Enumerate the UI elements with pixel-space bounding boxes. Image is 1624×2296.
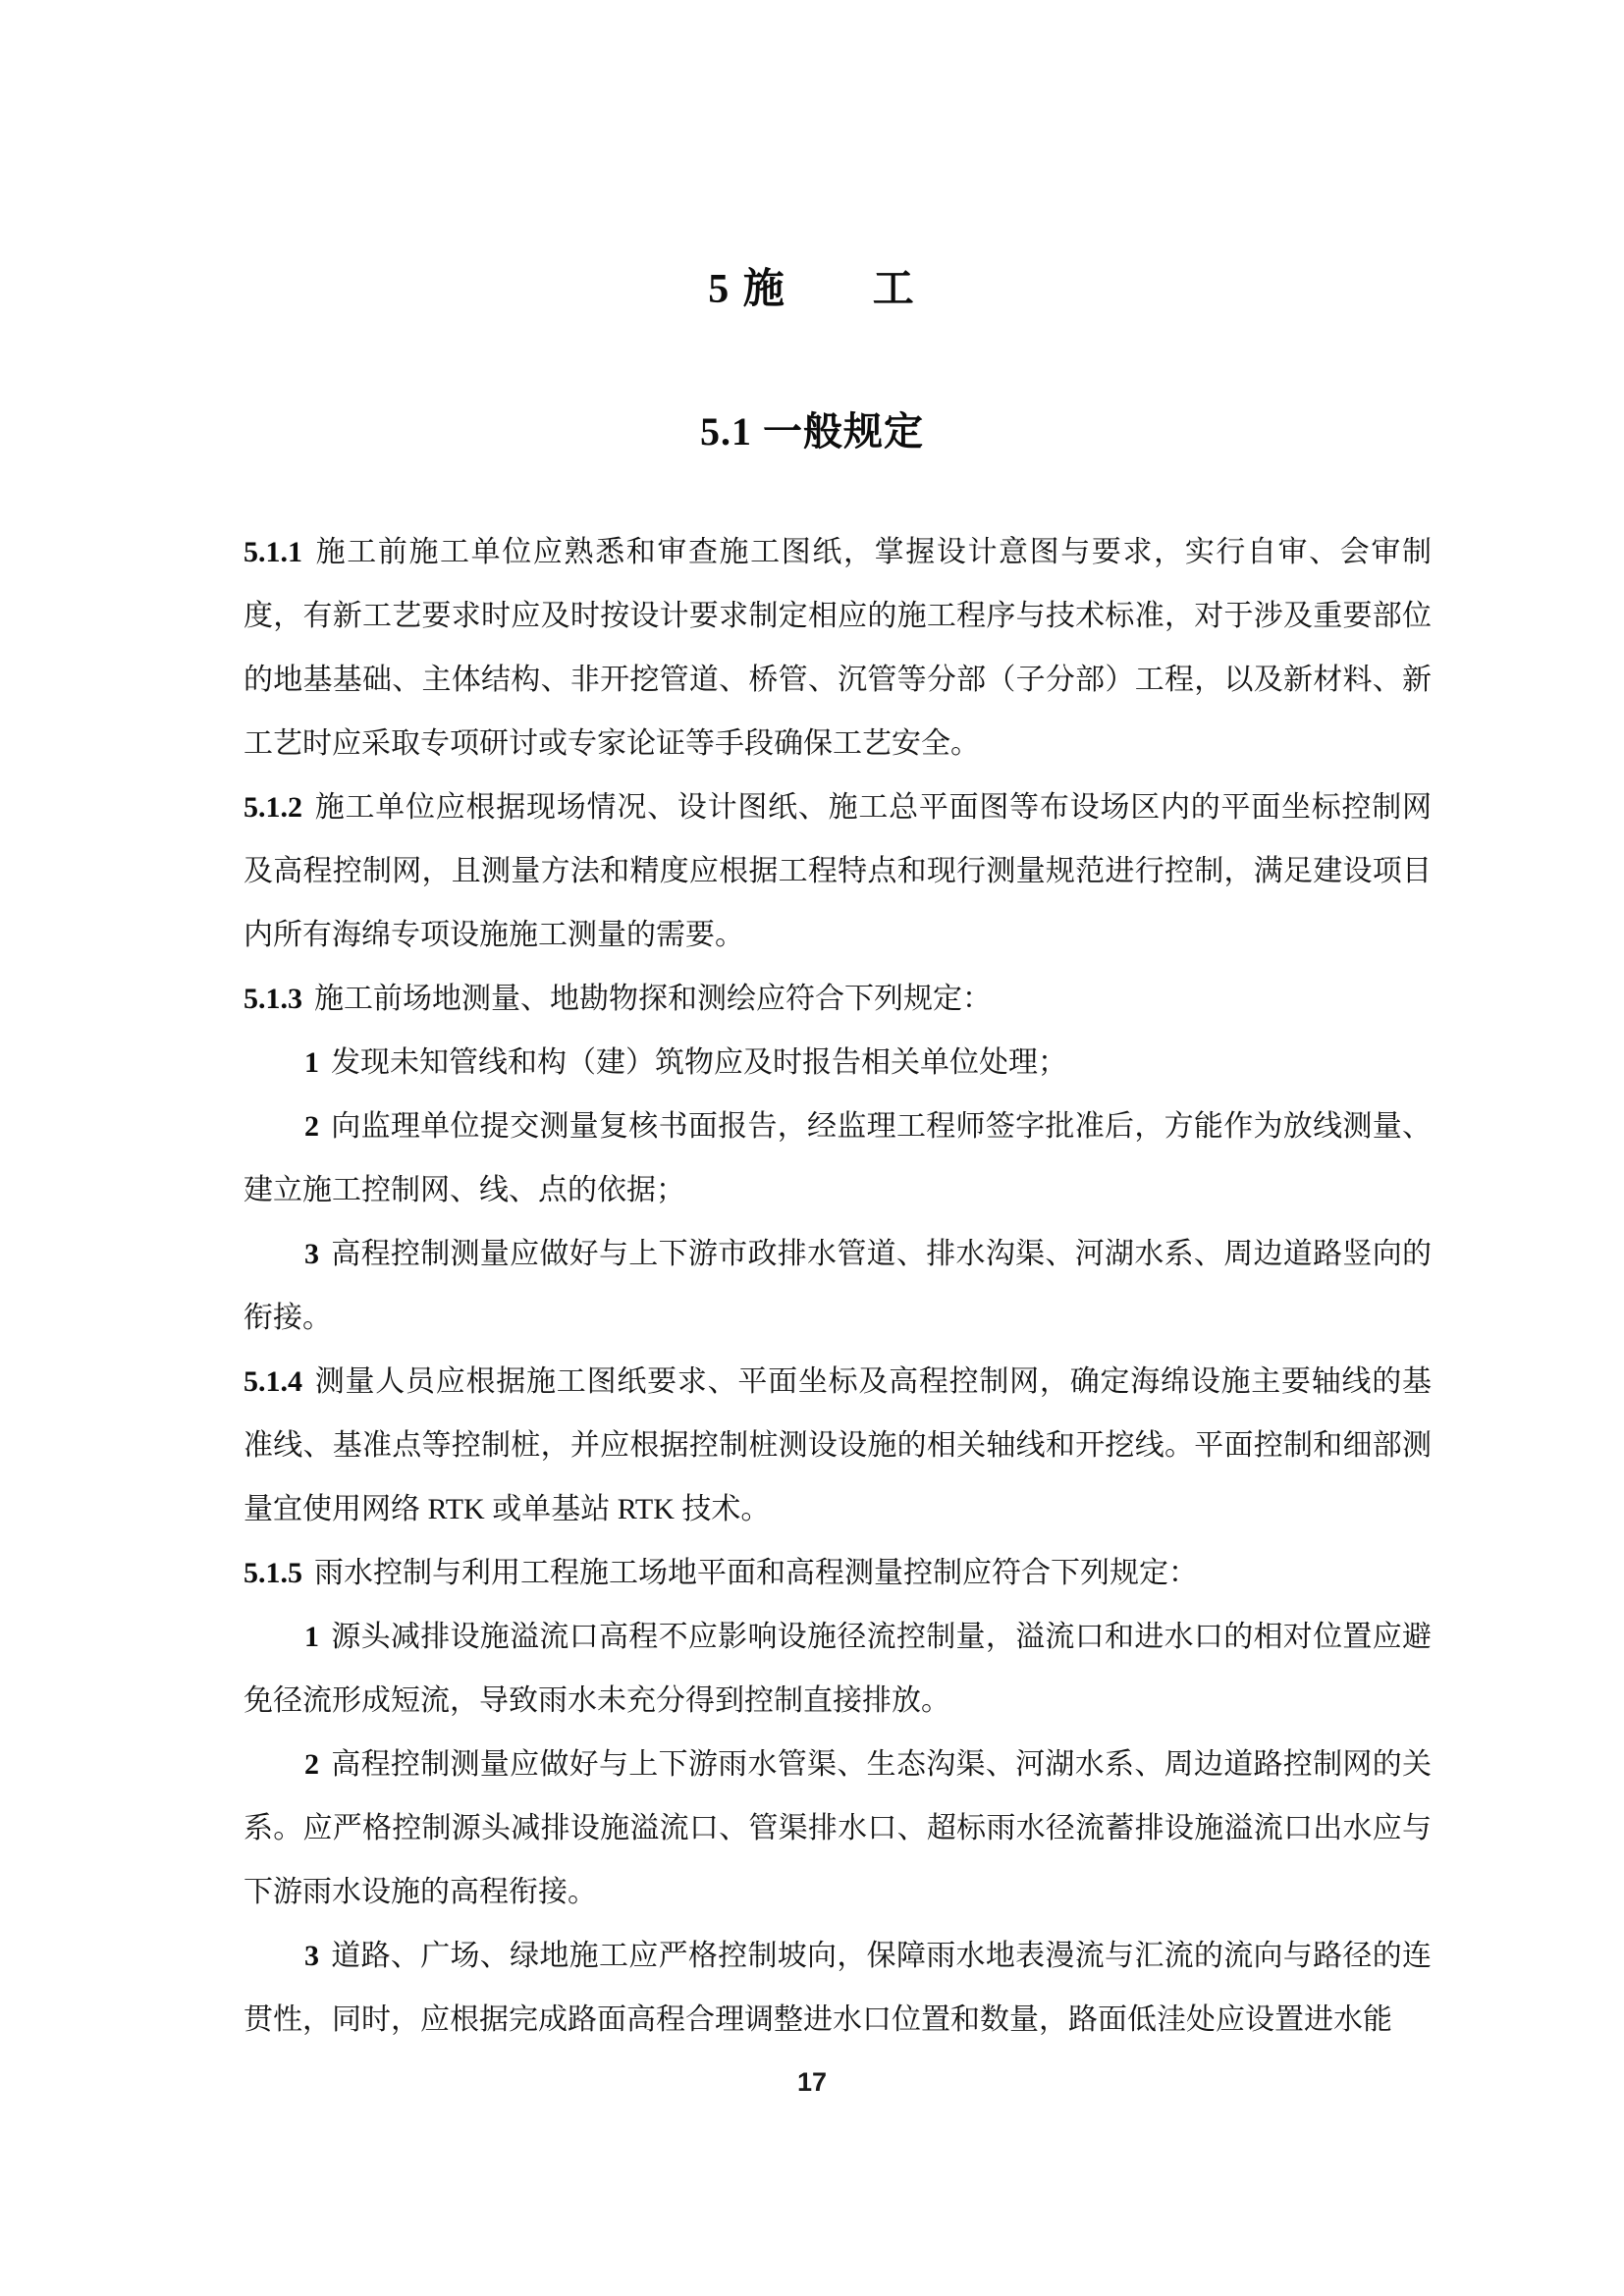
sub-item-paragraph <box>244 1605 1432 1733</box>
clause-paragraph <box>244 520 1432 775</box>
sub-item-paragraph <box>244 1924 1432 2052</box>
item-number: 2 <box>304 1110 319 1143</box>
clause-number: 5.1.2 <box>244 791 302 824</box>
paragraph-text: 施工单位应根据现场情况、设计图纸、施工总平面图等布设场区内的平面坐标控制网及高程控制网，且测量方法和精度应根据工程特点和现行测量规范进行控制，满足建设项目内所有海绵专项设施施工测量的需要。 <box>244 791 1432 951</box>
clause-number: 5.1.5 <box>244 1557 302 1589</box>
paragraph-text: 向监理单位提交测量复核书面报告，经监理工程师签字批准后，方能作为放线测量、建立施工控制网、线、点的依据； <box>244 1110 1432 1206</box>
sub-item-paragraph <box>244 1095 1432 1222</box>
item-number: 1 <box>304 1046 319 1079</box>
item-number: 2 <box>304 1748 319 1781</box>
body-text <box>244 520 1432 2052</box>
clause-paragraph <box>244 1350 1432 1541</box>
item-number: 1 <box>304 1621 319 1653</box>
clause-number: 5.1.3 <box>244 983 302 1015</box>
paragraph-text: 高程控制测量应做好与上下游市政排水管道、排水沟渠、河湖水系、周边道路竖向的衔接。 <box>244 1238 1432 1334</box>
page-number: 17 <box>796 2067 828 2097</box>
item-number: 3 <box>304 1238 319 1270</box>
sub-item-paragraph <box>244 1733 1432 1924</box>
paragraph-text: 源头减排设施溢流口高程不应影响设施径流控制量，溢流口和进水口的相对位置应避免径流形成短流，导致雨水未充分得到控制直接排放。 <box>244 1621 1432 1717</box>
paragraph-text: 道路、广场、绿地施工应严格控制坡向，保障雨水地表漫流与汇流的流向与路径的连贯性，同时，应根据完成路面高程合理调整进水口位置和数量，路面低洼处应设置进水能 <box>244 1940 1432 2036</box>
paragraph-text: 雨水控制与利用工程施工场地平面和高程测量控制应符合下列规定： <box>314 1557 1198 1589</box>
clause-number: 5.1.1 <box>244 536 302 568</box>
item-number: 3 <box>304 1940 319 1972</box>
paragraph-text: 施工前场地测量、地勘物探和测绘应符合下列规定： <box>314 983 992 1015</box>
paragraph-text: 施工前施工单位应熟悉和审查施工图纸，掌握设计意图与要求，实行自审、会审制度，有新工艺要求时应及时按设计要求制定相应的施工程序与技术标准，对于涉及重要部位的地基基础、主体结构、非开挖管道、桥管、沉管等分部（子分部）工程，以及新材料、新工艺时应采取专项研讨或专家论证等手段确保工艺安全。 <box>244 536 1432 760</box>
paragraph-text: 发现未知管线和构（建）筑物应及时报告相关单位处理； <box>331 1046 1067 1079</box>
paragraph-text: 高程控制测量应做好与上下游雨水管渠、生态沟渠、河湖水系、周边道路控制网的关系。应严格控制源头减排设施溢流口、管渠排水口、超标雨水径流蓄排设施溢流口出水应与下游雨水设施的高程衔接。 <box>244 1748 1432 1908</box>
sub-item-paragraph <box>244 1031 1432 1095</box>
clause-paragraph <box>244 1541 1432 1605</box>
paragraph-text: 测量人员应根据施工图纸要求、平面坐标及高程控制网，确定海绵设施主要轴线的基准线、基准点等控制桩，并应根据控制桩测设设施的相关轴线和开挖线。平面控制和细部测量宜使用网络 RTK 或单基站 RTK 技术。 <box>244 1365 1432 1525</box>
clause-paragraph <box>244 967 1432 1031</box>
clause-number: 5.1.4 <box>244 1365 302 1398</box>
chapter-title: 5 施 工 <box>708 267 916 312</box>
section-title: 5.1 一般规定 <box>700 409 924 454</box>
sub-item-paragraph <box>244 1222 1432 1350</box>
clause-paragraph <box>244 775 1432 967</box>
